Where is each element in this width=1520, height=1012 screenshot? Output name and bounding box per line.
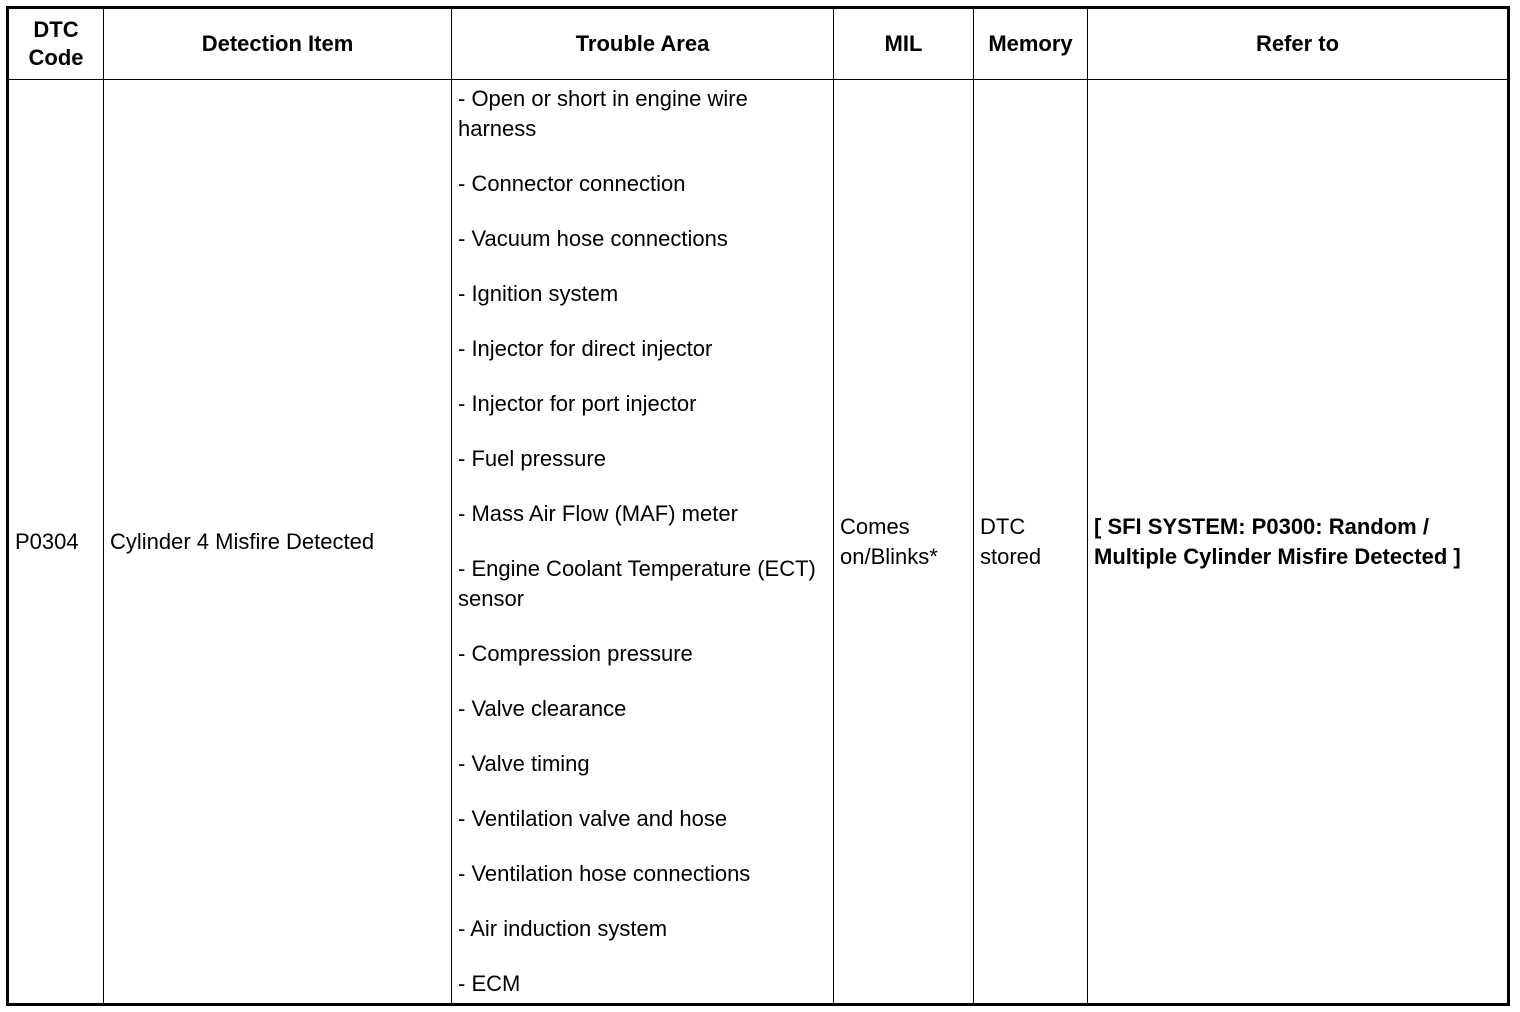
trouble-area-cell xyxy=(452,80,834,1005)
trouble-area-item: - Vacuum hose connections xyxy=(458,226,728,251)
trouble-area-item: - Connector connection xyxy=(458,171,686,196)
trouble-area-item: - Mass Air Flow (MAF) meter xyxy=(458,501,738,526)
trouble-area-item: - Ventilation valve and hose xyxy=(458,806,728,831)
dtc-code-header-line1: DTC xyxy=(33,17,79,42)
trouble-area-item: - ECM xyxy=(458,971,521,996)
trouble-area-header: Trouble Area xyxy=(452,8,834,80)
table-row xyxy=(8,80,1509,1005)
trouble-area-item: - Ventilation hose connections xyxy=(458,861,751,886)
trouble-area-item: - Ignition system xyxy=(458,281,619,306)
trouble-area-item: - Compression pressure xyxy=(458,641,693,666)
refer-to-link[interactable]: [ SFI SYSTEM: P0300: Random / Multiple Cylinder Misfire Detected ] xyxy=(1088,80,1509,1005)
memory-cell: DTC stored xyxy=(974,80,1088,1005)
trouble-area-item: - Open or short in engine wire harness xyxy=(458,86,748,141)
trouble-area-item: - Injector for port injector xyxy=(458,391,697,416)
detection-item-cell: Cylinder 4 Misfire Detected xyxy=(104,80,452,1005)
trouble-area-list xyxy=(458,84,827,999)
memory-header: Memory xyxy=(974,8,1088,80)
dtc-code-header xyxy=(8,8,104,80)
mil-header: MIL xyxy=(834,8,974,80)
detection-item-header: Detection Item xyxy=(104,8,452,80)
trouble-area-item: - Valve clearance xyxy=(458,696,627,721)
dtc-code-header-line2: Code xyxy=(28,45,84,70)
dtc-table xyxy=(6,6,1510,1006)
trouble-area-item: - Injector for direct injector xyxy=(458,336,713,361)
trouble-area-item: - Fuel pressure xyxy=(458,446,606,471)
header-row xyxy=(8,8,1509,80)
refer-to-header: Refer to xyxy=(1088,8,1509,80)
dtc-code-cell: P0304 xyxy=(8,80,104,1005)
trouble-area-item: - Valve timing xyxy=(458,751,590,776)
mil-cell: Comes on/Blinks* xyxy=(834,80,974,1005)
trouble-area-item: - Air induction system xyxy=(458,916,668,941)
trouble-area-item: - Engine Coolant Temperature (ECT) sensor xyxy=(458,556,816,611)
